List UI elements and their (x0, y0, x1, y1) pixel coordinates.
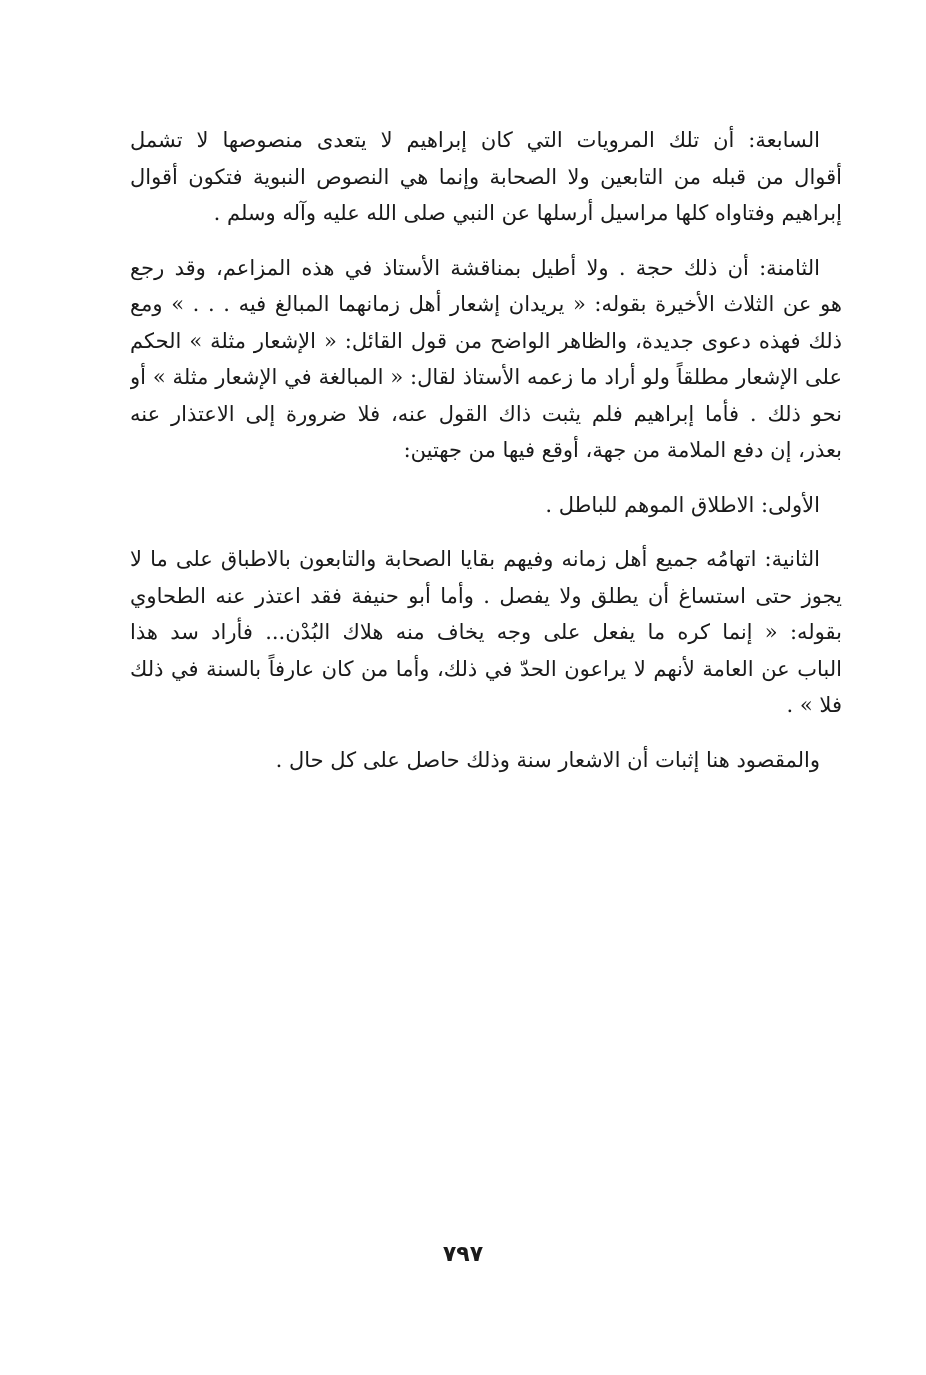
text-line: على الإشعار مطلقاً ولو أراد ما زعمه الأستاذ لقال: « المبالغة في الإشعار مثلة » أو (130, 365, 842, 389)
text-line: السابعة: أن تلك المرويات التي كان إبراهيم لا يتعدى منصوصها لا تشمل (130, 128, 820, 152)
text-line: الباب عن العامة لأنهم لا يراعون الحدّ في ذلك، وأما من كان عارفاً بالسنة في ذلك (130, 656, 842, 681)
text-line: يجوز حتى استساغ أن يطلق ولا يفصل . وأما أبو حنيفة فقد اعتذر عنه الطحاوي (130, 583, 842, 608)
text-line: إبراهيم وفتاواه كلها مراسيل أرسلها عن النبي صلى الله عليه وآله وسلم . (213, 201, 842, 225)
paragraph-eighth (130, 250, 842, 469)
paragraph-second-point (130, 541, 842, 724)
text-line: الأولى: الاطلاق الموهم للباطل . (545, 492, 820, 517)
text-line: فلا » . (786, 693, 842, 717)
text-line: الثامنة: أن ذلك حجة . ولا أطيل بمناقشة الأستاذ في هذه المزاعم، وقد رجع (130, 255, 820, 280)
paragraph-first-point (130, 487, 842, 524)
text-line: نحو ذلك . فأما إبراهيم فلم يثبت ذاك القول عنه، فلا ضرورة إلى الاعتذار عنه (130, 401, 842, 426)
page-number: ٧٩٧ (442, 1242, 484, 1267)
text-line: بقوله: « إنما كره ما يفعل على وجه يخاف منه هلاك البُدْن... فأراد سد هذا (130, 620, 842, 644)
paragraph-seventh (130, 122, 842, 232)
text-line: والمقصود هنا إثبات أن الاشعار سنة وذلك حاصل على كل حال . (275, 747, 820, 772)
text-line: بعذر، إن دفع الملامة من جهة، أوقع فيها من جهتين: (403, 438, 842, 462)
text-line: ذلك فهذه دعوى جديدة، والظاهر الواضح من قول القائل: « الإشعار مثلة » الحكم (130, 328, 842, 353)
page-body-text (130, 122, 842, 778)
paragraph-conclusion (130, 742, 842, 779)
text-line: هو عن الثلاث الأخيرة بقوله: « يريدان إشعار أهل زمانهما المبالغ فيه . . . » ومع (130, 292, 842, 316)
text-line: الثانية: اتهامُه جميع أهل زمانه وفيهم بقايا الصحابة والتابعون بالاطباق على ما لا (130, 547, 820, 571)
text-line: أقوال من قبله من التابعين ولا الصحابة وإنما هي النصوص النبوية فتكون أقوال (130, 164, 842, 189)
